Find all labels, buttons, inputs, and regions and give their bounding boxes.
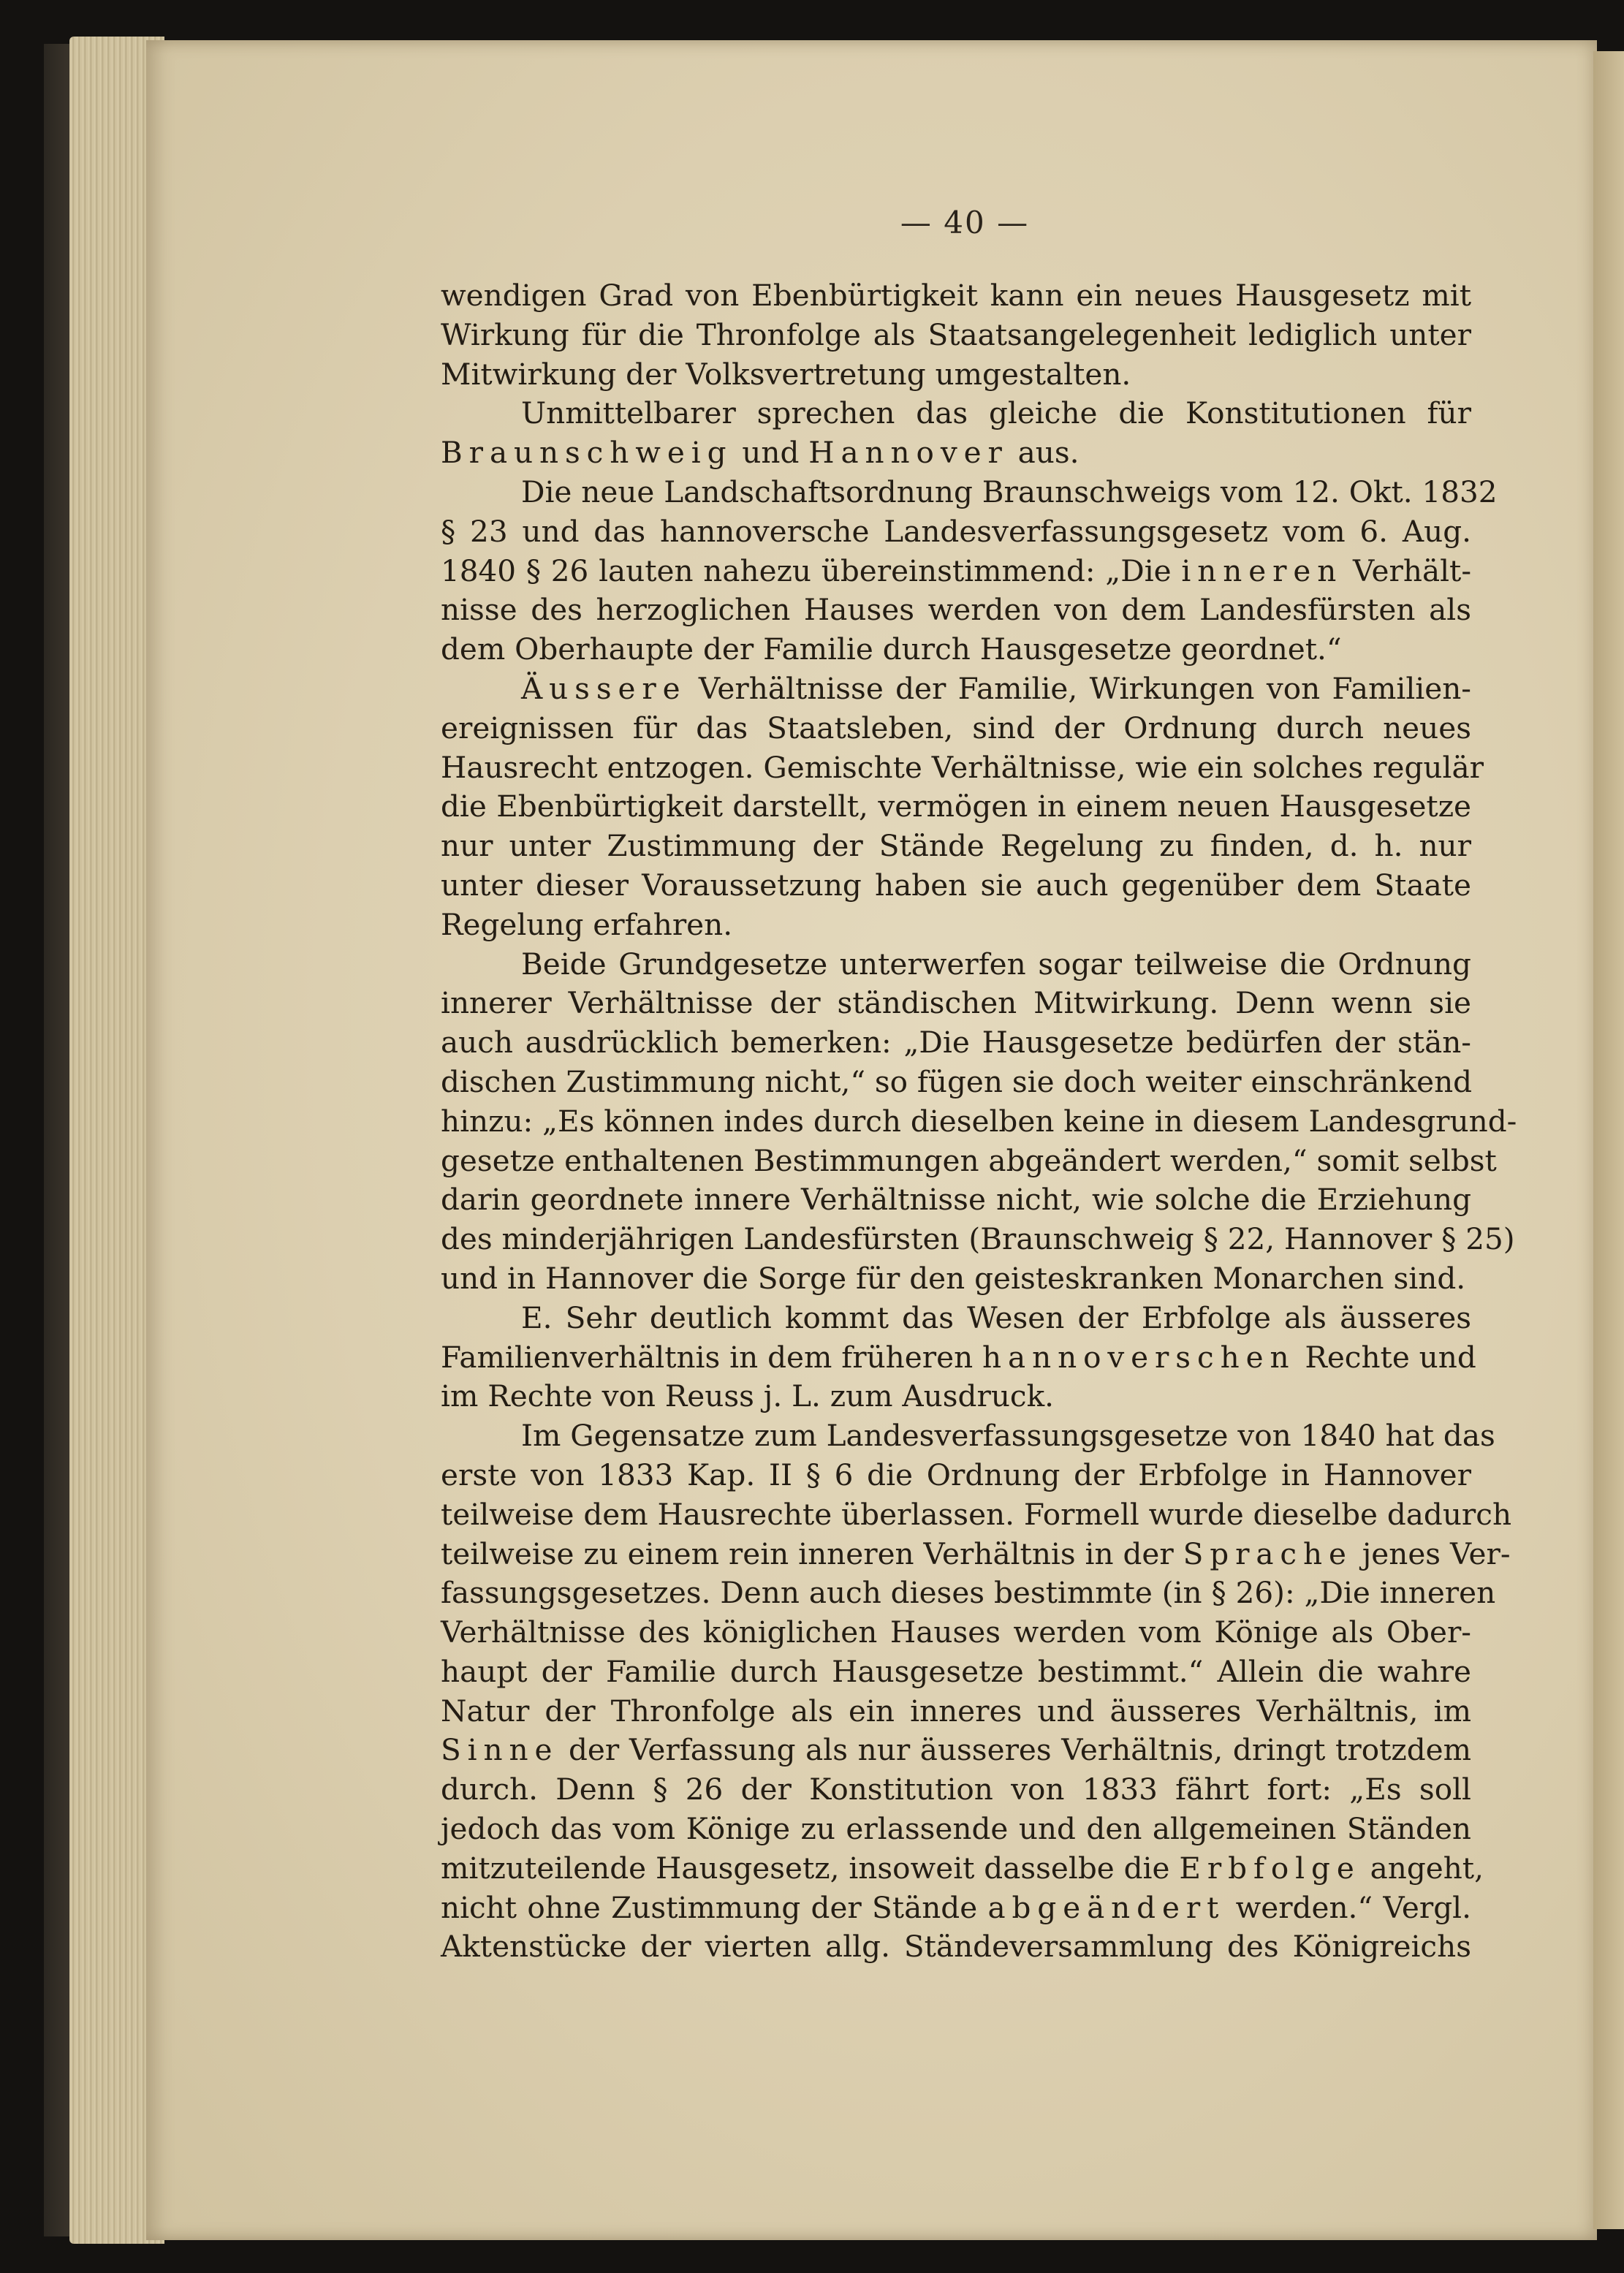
spaced-emphasis: hannoverschen bbox=[982, 1339, 1296, 1375]
text-line: dischen Zustimmung nicht,“ so fügen sie doch weiter einschränkend bbox=[441, 1063, 1473, 1099]
text-line bbox=[441, 1535, 1511, 1574]
text-line: wendigen Grad von Ebenbürtigkeit kann ein neues Hausgesetz mit bbox=[441, 278, 1471, 313]
text-line: Wirkung für die Thronfolge als Staatsangelegenheit lediglich unter bbox=[441, 316, 1471, 352]
text-line: Im Gegensatze zum Landesverfassungsgesetze von 1840 hat das bbox=[521, 1418, 1495, 1454]
text-line: gesetze enthaltenen Bestimmungen abgeändert werden,“ somit selbst bbox=[441, 1142, 1497, 1178]
text-line: Regelung erfahren. bbox=[441, 906, 733, 942]
text-line bbox=[441, 669, 1471, 709]
text-line: innerer Verhältnisse der ständischen Mitwirkung. Denn wenn sie bbox=[441, 985, 1471, 1021]
text-line bbox=[441, 552, 1471, 591]
text-line: jedoch das vom Könige zu erlassende und den allgemeinen Ständen bbox=[441, 1811, 1471, 1847]
text-line: unter dieser Voraussetzung haben sie auch gegenüber dem Staate bbox=[441, 867, 1471, 903]
text-line: dem Oberhaupte der Familie durch Hausgesetze geordnet.“ bbox=[441, 631, 1342, 667]
text-line: Die neue Landschaftsordnung Braunschweigs vom 12. Okt. 1832 bbox=[521, 474, 1498, 509]
text-line bbox=[441, 1849, 1484, 1889]
text-segment: werden.“ Vergl. bbox=[1225, 1889, 1471, 1925]
text-line: Verhältnisse des königlichen Hauses werden vom Könige als Ober- bbox=[441, 1614, 1471, 1650]
text-segment: aus. bbox=[1008, 435, 1079, 471]
text-line: § 23 und das hannoversche Landesverfassungsgesetz vom 6. Aug. bbox=[441, 513, 1471, 549]
page-number: — 40 — bbox=[900, 205, 1030, 240]
text-segment: Verhält- bbox=[1343, 553, 1472, 588]
spaced-emphasis: Braunschweig bbox=[441, 435, 733, 471]
text-segment: Rechte und bbox=[1295, 1339, 1476, 1375]
text-segment: Familienverhältnis in dem früheren bbox=[441, 1339, 983, 1375]
text-line: Natur der Thronfolge als ein inneres und äusseres Verhältnis, im bbox=[441, 1693, 1471, 1729]
spaced-emphasis: Erbfolge bbox=[1179, 1850, 1361, 1886]
text-segment: mitzuteilende Hausgesetz, insoweit dasselbe die bbox=[441, 1850, 1180, 1886]
text-line: im Rechte von Reuss j. L. zum Ausdruck. bbox=[441, 1378, 1055, 1414]
spaced-emphasis: Sprache bbox=[1183, 1536, 1353, 1571]
text-line bbox=[441, 433, 1471, 473]
text-line: Beide Grundgesetze unterwerfen sogar teilweise die Ordnung bbox=[521, 946, 1471, 982]
text-line: Unmittelbarer sprechen das gleiche die Konstitutionen für bbox=[521, 395, 1471, 431]
text-line: Hausrecht entzogen. Gemischte Verhältnisse, wie ein solches regulär bbox=[441, 749, 1484, 785]
text-line bbox=[441, 1731, 1471, 1770]
text-line bbox=[441, 1338, 1476, 1378]
text-line: Mitwirkung der Volksvertretung umgestalten. bbox=[441, 356, 1131, 392]
text-line: teilweise dem Hausrechte überlassen. Formell wurde dieselbe dadurch bbox=[441, 1496, 1512, 1532]
text-segment: der Verfassung als nur äusseres Verhältnis, dringt trotzdem bbox=[558, 1732, 1471, 1768]
text-line: erste von 1833 Kap. II § 6 die Ordnung der Erbfolge in Hannover bbox=[441, 1457, 1471, 1492]
spaced-emphasis: inneren bbox=[1181, 553, 1343, 588]
text-line: ereignissen für das Staatsleben, sind der Ordnung durch neues bbox=[441, 710, 1471, 745]
text-line: haupt der Familie durch Hausgesetze bestimmt.“ Allein die wahre bbox=[441, 1653, 1471, 1689]
text-line: nisse des herzoglichen Hauses werden von dem Landesfürsten als bbox=[441, 592, 1471, 628]
text-line bbox=[441, 1889, 1471, 1928]
text-line: des minderjährigen Landesfürsten (Braunschweig § 22, Hannover § 25) bbox=[441, 1221, 1515, 1257]
text-line: darin geordnete innere Verhältnisse nicht, wie solche die Erziehung bbox=[441, 1182, 1471, 1218]
text-line: fassungsgesetzes. Denn auch dieses bestimmte (in § 26): „Die inneren bbox=[441, 1575, 1496, 1611]
text-line: auch ausdrücklich bemerken: „Die Hausgesetze bedürfen der stän- bbox=[441, 1025, 1471, 1060]
next-page-edge bbox=[1593, 51, 1624, 2229]
text-line: nur unter Zustimmung der Stände Regelung zu finden, d. h. nur bbox=[441, 828, 1471, 864]
text-line: die Ebenbürtigkeit darstellt, vermögen in einem neuen Hausgesetze bbox=[441, 789, 1471, 824]
body-text bbox=[441, 276, 1517, 1967]
text-segment: jenes Ver- bbox=[1352, 1536, 1511, 1571]
text-segment: teilweise zu einem rein inneren Verhältnis in der bbox=[441, 1536, 1183, 1571]
spaced-emphasis: Sinne bbox=[441, 1732, 559, 1768]
text-segment: nicht ohne Zustimmung der Stände bbox=[441, 1889, 988, 1925]
spaced-emphasis: abgeändert bbox=[987, 1889, 1226, 1925]
text-line: Aktenstücke der vierten allg. Ständeversammlung des Königreichs bbox=[441, 1929, 1471, 1965]
text-line: hinzu: „Es können indes durch dieselben keine in diesem Landesgrund- bbox=[441, 1103, 1517, 1139]
text-segment: angeht, bbox=[1360, 1850, 1484, 1886]
text-segment: Verhältnisse der Familie, Wirkungen von Familien- bbox=[686, 670, 1471, 706]
text-segment: und bbox=[732, 435, 809, 471]
text-segment: 1840 § 26 lauten nahezu übereinstimmend: „Die bbox=[441, 553, 1182, 588]
text-line: E. Sehr deutlich kommt das Wesen der Erbfolge als äusseres bbox=[521, 1299, 1471, 1335]
text-line: durch. Denn § 26 der Konstitution von 1833 fährt fort: „Es soll bbox=[441, 1772, 1471, 1807]
spaced-emphasis: Äussere bbox=[521, 670, 687, 706]
spaced-emphasis: Hannover bbox=[808, 435, 1009, 471]
text-line: und in Hannover die Sorge für den geisteskranken Monarchen sind. bbox=[441, 1260, 1466, 1296]
